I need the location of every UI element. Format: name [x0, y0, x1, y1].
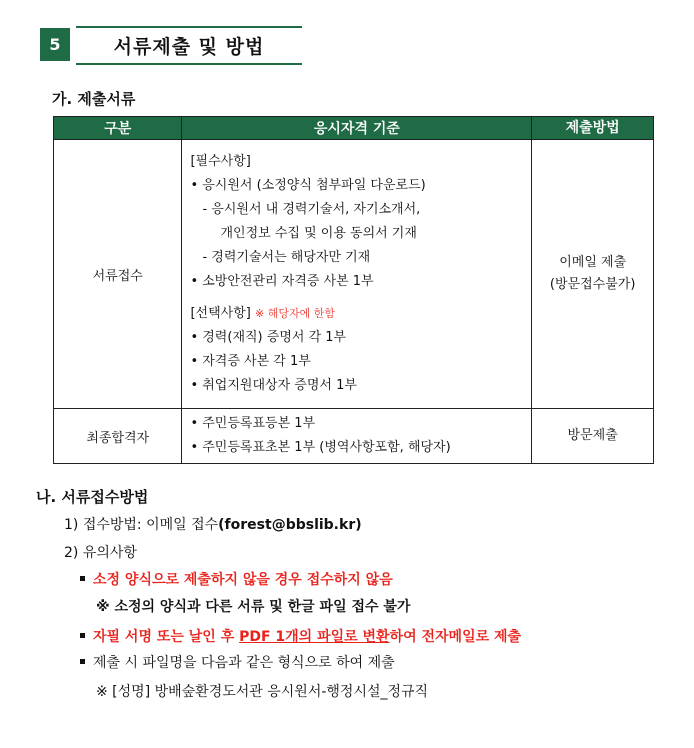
note-text-red: 소정 양식으로 제출하지 않을 경우 접수하지 않음: [93, 572, 393, 588]
optional-note: ※ 해당자에 한함: [254, 307, 335, 320]
row2-category: 최종합격자: [54, 409, 182, 464]
part-b-heading: 나. 서류접수방법: [36, 488, 149, 506]
row1-category: 서류접수: [54, 140, 182, 409]
note-text: 제출 시 파일명을 다음과 같은 형식으로 하여 제출: [93, 655, 395, 671]
header-method: 제출방법: [532, 117, 654, 140]
required-subitem: - 경력기술서는 해당자만 기재: [202, 250, 371, 265]
part-a-heading: 가. 제출서류: [52, 90, 136, 108]
row2-criteria: [182, 409, 532, 464]
required-label: [필수사항]: [190, 154, 251, 169]
final-item: • 주민등록표초본 1부 (병역사항포함, 해당자): [190, 440, 451, 455]
optional-item: • 취업지원대상자 증명서 1부: [190, 378, 357, 393]
note-subtext: ※ [성명] 방배숲환경도서관 응시원서-행정시설_정규직: [96, 684, 429, 700]
note-text-red: 하여 전자메일로 제출: [389, 629, 522, 645]
note-item: [80, 652, 395, 672]
section-number: 5: [40, 28, 70, 61]
note-item: [80, 626, 521, 646]
submission-method: [64, 514, 362, 534]
submission-email[interactable]: (forest@bbslib.kr): [218, 517, 362, 533]
header-criteria: 응시자격 기준: [182, 117, 532, 140]
section-title: 서류제출 및 방법: [76, 26, 302, 65]
table-header-row: [54, 117, 654, 140]
notes-label: 2) 유의사항: [64, 545, 137, 561]
square-bullet-icon: [80, 576, 85, 581]
table-row: [54, 409, 654, 464]
note-subtext: ※ 소정의 양식과 다른 서류 및 한글 파일 접수 불가: [96, 599, 411, 615]
required-subitem-cont: 개인정보 수집 및 이용 동의서 기재: [220, 226, 417, 241]
required-item-certificate: • 소방안전관리 자격증 사본 1부: [190, 274, 374, 289]
note-text-red-underlined: PDF 1개의 파일로 변환: [239, 629, 390, 645]
square-bullet-icon: [80, 633, 85, 638]
required-item-application: • 응시원서 (소정양식 첨부파일 다운로드): [190, 178, 426, 193]
optional-label-line: [190, 302, 531, 326]
documents-table: [53, 116, 654, 464]
square-bullet-icon: [80, 659, 85, 664]
submission-method-label: 1) 접수방법: 이메일 접수: [64, 517, 219, 533]
table-row: [54, 140, 654, 409]
optional-label: [선택사항]: [190, 306, 251, 321]
note-text-red: 자필 서명 또는 날인 후: [93, 629, 240, 645]
method-email: 이메일 제출: [559, 255, 627, 270]
row1-method: [532, 140, 654, 409]
row1-criteria: [182, 140, 532, 409]
note-item: [80, 569, 393, 589]
method-note: (방문접수불가): [549, 277, 636, 292]
header-category: 구분: [54, 117, 182, 140]
final-item: • 주민등록표등본 1부: [190, 416, 316, 431]
optional-item: • 자격증 사본 각 1부: [190, 354, 311, 369]
required-subitem: - 응시원서 내 경력기술서, 자기소개서,: [202, 202, 421, 217]
row2-method: 방문제출: [532, 409, 654, 464]
optional-item: • 경력(재직) 증명서 각 1부: [190, 330, 347, 345]
